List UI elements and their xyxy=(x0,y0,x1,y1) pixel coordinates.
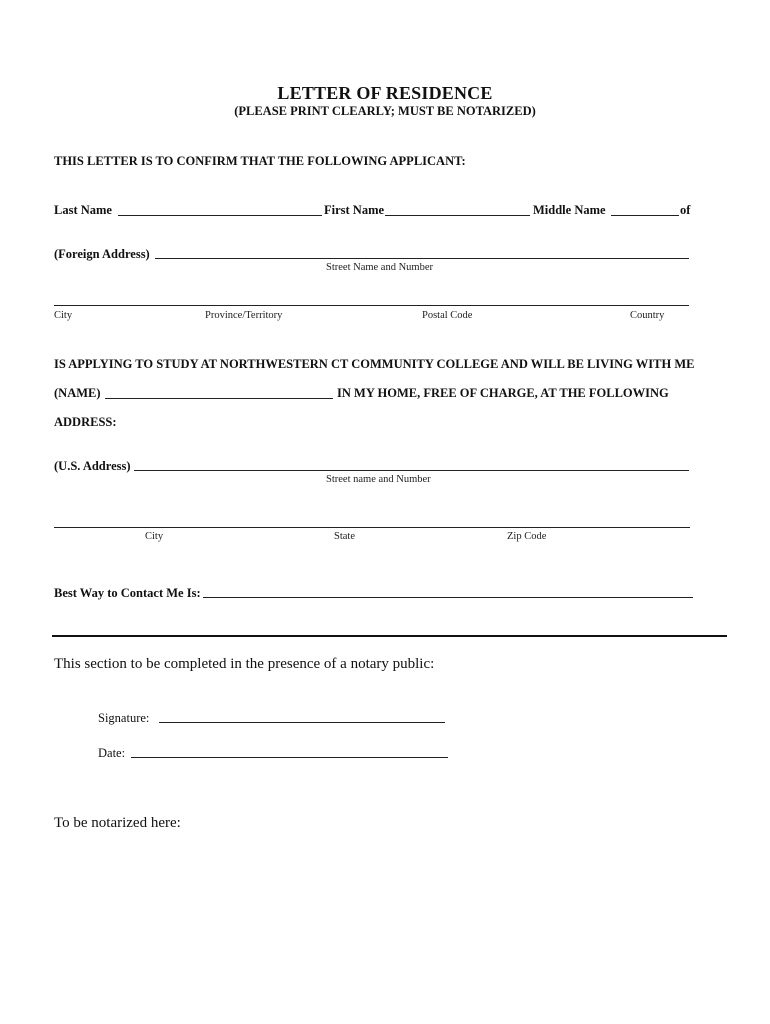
signature-input[interactable] xyxy=(162,707,442,721)
statement-line-1: IS APPLYING TO STUDY AT NORTHWESTERN CT COMMUNITY COLLEGE AND WILL BE LIVING WITH ME xyxy=(54,357,695,371)
notarize-here-label: To be notarized here: xyxy=(54,815,181,831)
foreign-street-line xyxy=(155,258,689,259)
last-name-label: Last Name xyxy=(54,203,112,217)
intro-text: THIS LETTER IS TO CONFIRM THAT THE FOLLOWING APPLICANT: xyxy=(54,154,466,168)
document-title: LETTER OF RESIDENCE xyxy=(277,83,493,103)
host-name-line xyxy=(105,398,333,399)
middle-name-input[interactable] xyxy=(613,200,677,214)
of-label: of xyxy=(680,203,691,217)
date-line xyxy=(131,757,448,758)
signature-line xyxy=(159,722,445,723)
last-name-input[interactable] xyxy=(120,200,320,214)
middle-name-line xyxy=(611,215,679,216)
us-state-caption: State xyxy=(334,531,355,542)
first-name-label: First Name xyxy=(324,203,385,217)
statement-line-3: ADDRESS: xyxy=(54,415,117,429)
foreign-street-caption: Street Name and Number xyxy=(326,262,434,273)
date-input[interactable] xyxy=(134,742,445,756)
us-street-line xyxy=(134,470,689,471)
signature-label: Signature: xyxy=(98,711,150,725)
us-city-line xyxy=(54,527,690,528)
foreign-street-input[interactable] xyxy=(158,243,686,257)
first-name-input[interactable] xyxy=(387,200,528,214)
contact-input[interactable] xyxy=(206,582,690,596)
section-divider xyxy=(52,635,727,637)
foreign-postal-caption: Postal Code xyxy=(422,310,473,321)
foreign-city-input[interactable] xyxy=(56,290,686,304)
us-street-input[interactable] xyxy=(137,455,686,469)
us-zip-caption: Zip Code xyxy=(507,531,547,542)
middle-name-label: Middle Name xyxy=(533,203,606,217)
date-label: Date: xyxy=(98,746,126,760)
us-city-input[interactable] xyxy=(56,512,687,526)
statement-line-2: IN MY HOME, FREE OF CHARGE, AT THE FOLLOWING xyxy=(337,386,669,400)
foreign-address-label: (Foreign Address) xyxy=(54,247,150,261)
name-label: (NAME) xyxy=(54,386,101,400)
contact-line xyxy=(203,597,693,598)
foreign-province-caption: Province/Territory xyxy=(205,310,283,321)
foreign-city-line xyxy=(54,305,689,306)
document-subtitle: (PLEASE PRINT CLEARLY; MUST BE NOTARIZED) xyxy=(234,104,536,118)
foreign-country-caption: Country xyxy=(630,310,665,321)
first-name-line xyxy=(385,215,530,216)
host-name-input[interactable] xyxy=(107,383,331,397)
us-city-caption: City xyxy=(145,531,164,542)
us-address-label: (U.S. Address) xyxy=(54,459,131,473)
notary-heading: This section to be completed in the presence of a notary public: xyxy=(54,656,435,672)
foreign-city-caption: City xyxy=(54,310,73,321)
us-street-caption: Street name and Number xyxy=(326,474,431,485)
last-name-line xyxy=(118,215,322,216)
contact-label: Best Way to Contact Me Is: xyxy=(54,586,201,600)
